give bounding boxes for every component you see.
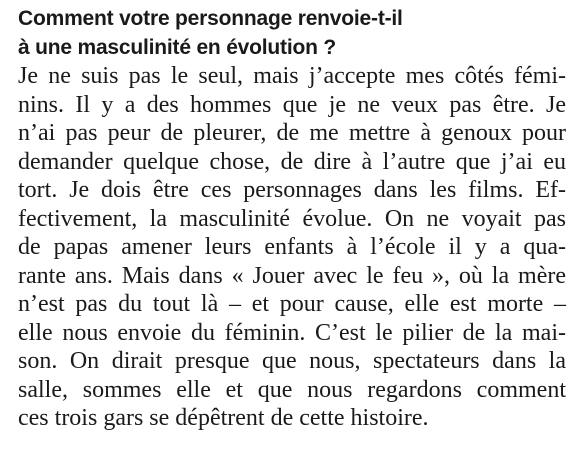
interview-answer (18, 62, 566, 433)
answer-line: nins. Il y a des hommes que je ne veux pas être. Je (18, 91, 566, 118)
answer-line: Je ne suis pas le seul, mais j’accepte mes côtés fémi- (18, 63, 566, 89)
interview-excerpt (18, 4, 566, 433)
question-line: Comment votre personnage renvoie-t-il (18, 7, 403, 30)
answer-line: son. On dirait presque que nous, spectateurs dans la (18, 348, 566, 374)
answer-line: elle nous envoie du féminin. C’est le pilier de la mai- (18, 319, 566, 346)
answer-line: fectivement, la masculinité évolue. On ne voyait pas (18, 205, 566, 232)
answer-line: demander quelque chose, de dire à l’autre que j’ai eu (18, 148, 566, 175)
interview-question (18, 4, 566, 62)
answer-line: salle, sommes elle et que nous regardons comment (18, 376, 566, 403)
answer-line: ces trois gars se dépêtrent de cette histoire. (18, 405, 429, 431)
answer-line: n’est pas du tout là – et pour cause, elle est morte – (18, 291, 566, 317)
answer-line: tort. Je dois être ces personnages dans les films. Ef- (18, 177, 566, 203)
answer-line: rante ans. Mais dans « Jouer avec le feu », où la mère (18, 262, 566, 289)
question-line: à une masculinité en évolution ? (18, 36, 336, 59)
answer-line: de papas amener leurs enfants à l’école il y a qua- (18, 234, 566, 260)
answer-line: n’ai pas peur de pleurer, de me mettre à genoux pour (18, 120, 566, 146)
